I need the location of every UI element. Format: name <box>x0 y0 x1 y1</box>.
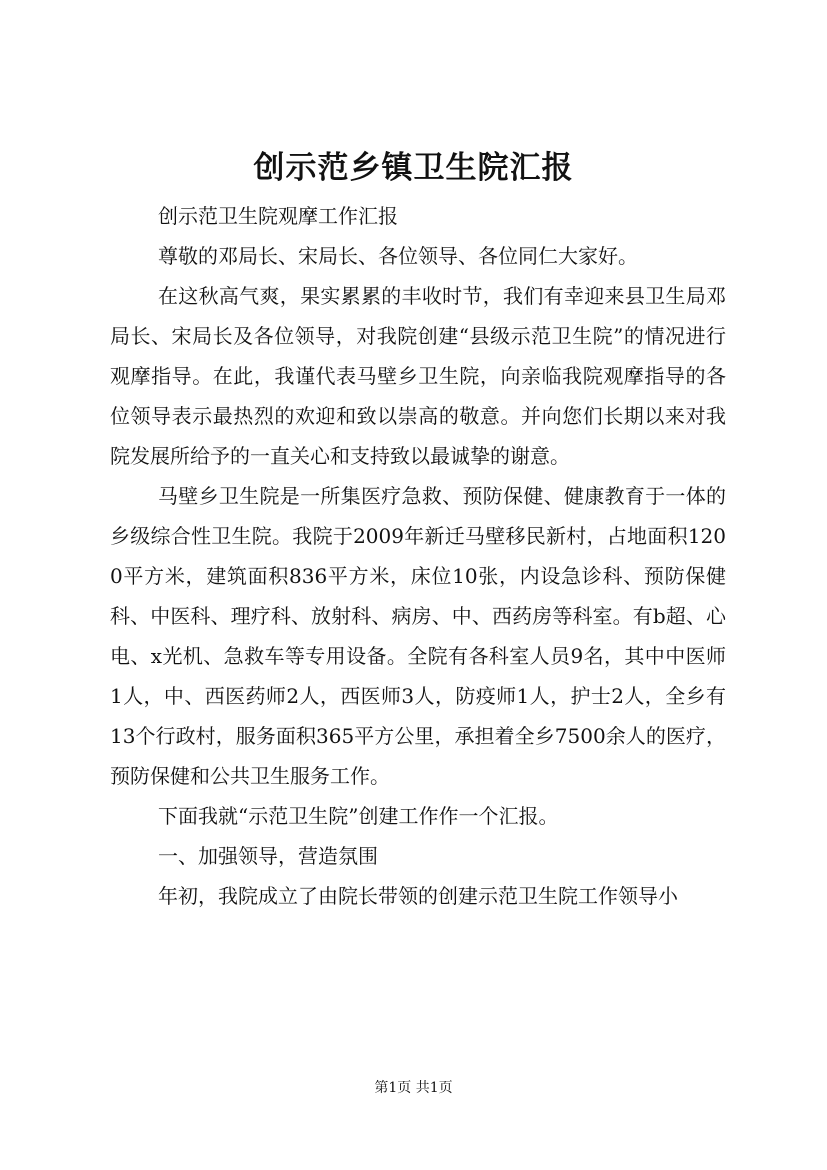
section-heading-1: 一、加强领导，营造氛围 <box>158 844 378 868</box>
paragraph-hospital-overview: 马壁乡卫生院是一所集医疗急救、预防保健、健康教育于一体的乡级综合性卫生院。我院于2009年新迁马壁移民新村，占地面积1200平方米，建筑面积836平方米，床位10张，内设急诊科、预防保健科、中医科、理疗科、放射科、病房、中、西药房等科室。有b超、心电、x光机、急救车等专用设备。全院有各科室人员9名，其中中医师1人，中、西医药师2人，西医师3人，防疫师1人，护士2人，全乡有13个行政村，服务面积365平方公里，承担着全乡7500余人的医疗，预防保健和公共卫生服务工作。 <box>110 484 726 788</box>
paragraph-section-1: 年初，我院成立了由院长带领的创建示范卫生院工作领导小 <box>158 884 678 908</box>
document-body <box>110 196 726 916</box>
document-title: 创示范乡镇卫生院汇报 <box>253 150 574 186</box>
paragraph-welcome: 在这秋高气爽，果实累累的丰收时节，我们有幸迎来县卫生局邓局长、宋局长及各位领导，对我院创建“县级示范卫生院”的情况进行观摩指导。在此，我谨代表马壁乡卫生院，向亲临我院观摩指导的各位领导表示最热烈的欢迎和致以崇高的敬意。并向您们长期以来对我院发展所给予的一直关心和支持致以最诚挚的谢意。 <box>110 284 726 468</box>
paragraph-greeting: 尊敬的邓局长、宋局长、各位领导、各位同仁大家好。 <box>158 244 638 268</box>
paragraph-report-intro: 下面我就“示范卫生院”创建工作作一个汇报。 <box>158 804 559 828</box>
page-footer: 第1页 共1页 <box>374 1080 453 1096</box>
paragraph-subtitle: 创示范卫生院观摩工作汇报 <box>158 204 398 228</box>
